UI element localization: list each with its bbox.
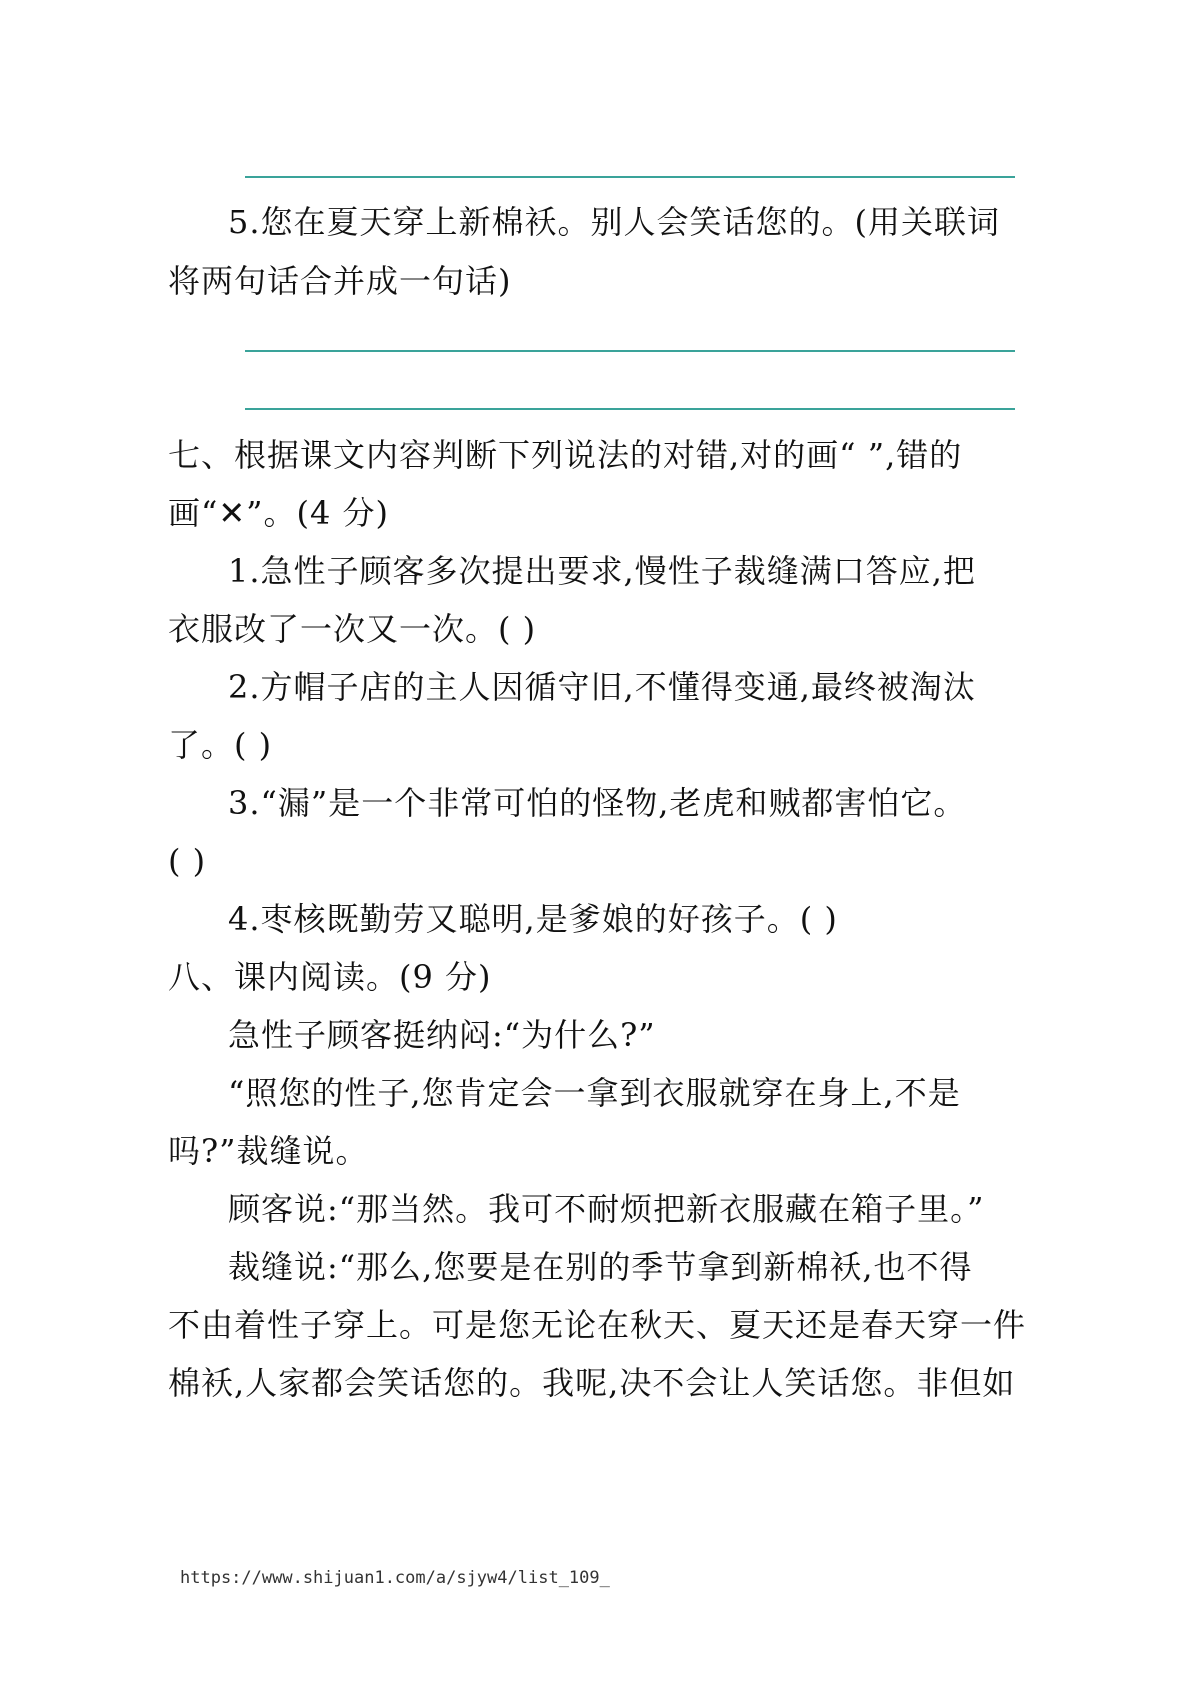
judge-item-1-line2: 衣服改了一次又一次。( ) — [168, 610, 537, 648]
passage-line: 急性子顾客挺纳闷:“为什么?” — [228, 1016, 656, 1054]
answer-line[interactable] — [245, 350, 1015, 352]
passage-line: 不由着性子穿上。可是您无论在秋天、夏天还是春天穿一件 — [168, 1306, 1027, 1344]
judge-item-1-line1: 1.急性子顾客多次提出要求,慢性子裁缝满口答应,把 — [228, 552, 976, 590]
passage-line: “照您的性子,您肯定会一拿到衣服就穿在身上,不是 — [228, 1074, 961, 1112]
section-7-heading-line2: 画“✕”。(4 分) — [168, 494, 390, 532]
judge-item-2-line1: 2.方帽子店的主人因循守旧,不懂得变通,最终被淘汰 — [228, 668, 976, 706]
answer-line[interactable] — [245, 408, 1015, 410]
section-8-heading: 八、课内阅读。(9 分) — [168, 958, 492, 996]
judge-item-2-line2: 了。( ) — [168, 726, 273, 764]
judge-item-3-line2: ( ) — [168, 842, 207, 880]
question-5-line2: 将两句话合并成一句话) — [168, 262, 512, 300]
passage-line: 棉袄,人家都会笑话您的。我呢,决不会让人笑话您。非但如 — [168, 1364, 1016, 1402]
judge-item-4-line1: 4.枣核既勤劳又聪明,是爹娘的好孩子。( ) — [228, 900, 838, 938]
section-7-heading-line1: 七、根据课文内容判断下列说法的对错,对的画“ ”,错的 — [168, 436, 963, 474]
question-5-line1: 5.您在夏天穿上新棉袄。别人会笑话您的。(用关联词 — [228, 203, 1001, 241]
footer-url[interactable]: https://www.shijuan1.com/a/sjyw4/list_109_ — [180, 1568, 610, 1588]
answer-line[interactable] — [245, 176, 1015, 178]
passage-line: 吗?”裁缝说。 — [168, 1132, 369, 1170]
judge-item-3-line1: 3.“漏”是一个非常可怕的怪物,老虎和贼都害怕它。 — [228, 784, 967, 822]
passage-line: 裁缝说:“那么,您要是在别的季节拿到新棉袄,也不得 — [228, 1248, 973, 1286]
passage-line: 顾客说:“那当然。我可不耐烦把新衣服藏在箱子里。” — [228, 1190, 985, 1228]
